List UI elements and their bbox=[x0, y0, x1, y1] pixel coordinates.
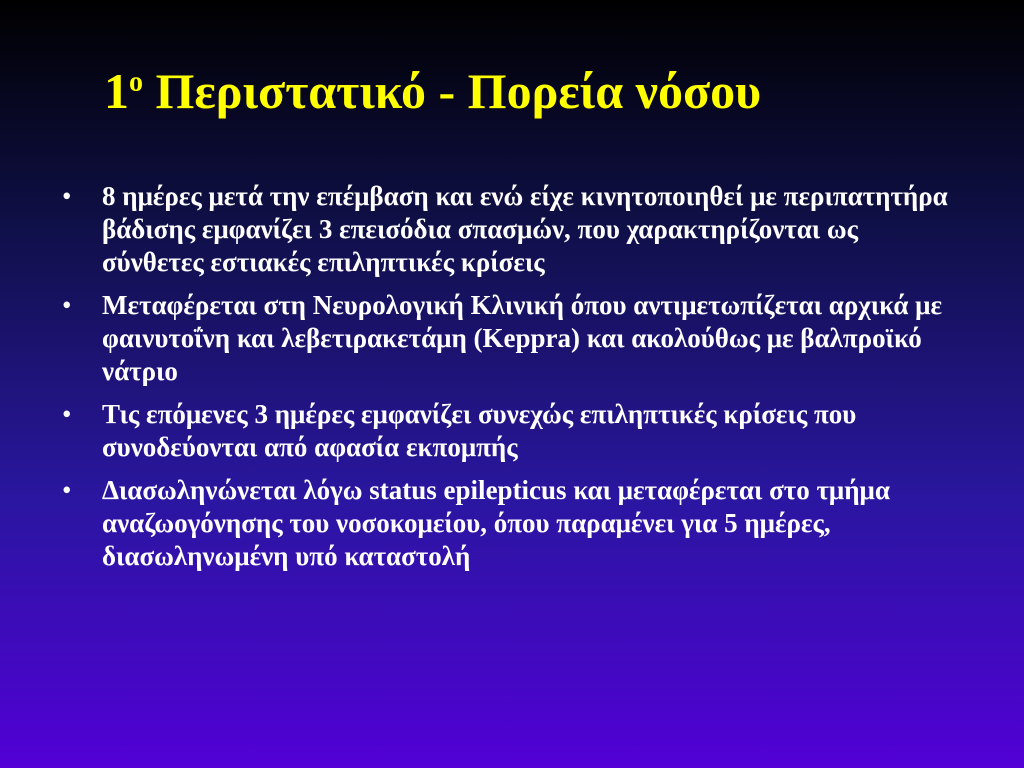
title-text: Περιστατικό - Πορεία νόσου bbox=[143, 63, 762, 119]
bullet-icon: • bbox=[62, 475, 72, 505]
bullet-list bbox=[62, 180, 962, 583]
bullet-icon: • bbox=[62, 399, 72, 429]
bullet-text: Τις επόμενες 3 ημέρες εμφανίζει συνεχώς επιληπτικές κρίσεις που συνοδεύονται από αφασία εκπομπής bbox=[102, 399, 857, 462]
bullet-item bbox=[62, 289, 962, 388]
bullet-text: Διασωληνώνεται λόγω status epilepticus και μεταφέρεται στο τμήμα αναζωογόνησης του νοσοκομείου, όπου παραμένει για 5 ημέρες, διασωληνωμένη υπό καταστολή bbox=[102, 475, 890, 571]
bullet-item bbox=[62, 180, 962, 279]
bullet-icon: • bbox=[62, 181, 72, 211]
bullet-icon: • bbox=[62, 290, 72, 320]
title-superscript: ο bbox=[129, 66, 143, 98]
bullet-text: 8 ημέρες μετά την επέμβαση και ενώ είχε κινητοποιηθεί με περιπατητήρα βάδισης εμφανίζει 3 επεισόδια σπασμών, που χαρακτηρίζονται ως σύνθετες εστιακές επιληπτικές κρίσεις bbox=[102, 181, 948, 277]
slide-title bbox=[104, 64, 761, 119]
bullet-item bbox=[62, 474, 962, 573]
bullet-text: Μεταφέρεται στη Νευρολογική Κλινική όπου αντιμετωπίζεται αρχικά με φαινυτοΐνη και λεβετιρακετάμη (Keppra) και ακολούθως με βαλπροϊκό νάτριο bbox=[102, 290, 942, 386]
title-number: 1 bbox=[104, 63, 129, 119]
bullet-item bbox=[62, 398, 962, 464]
